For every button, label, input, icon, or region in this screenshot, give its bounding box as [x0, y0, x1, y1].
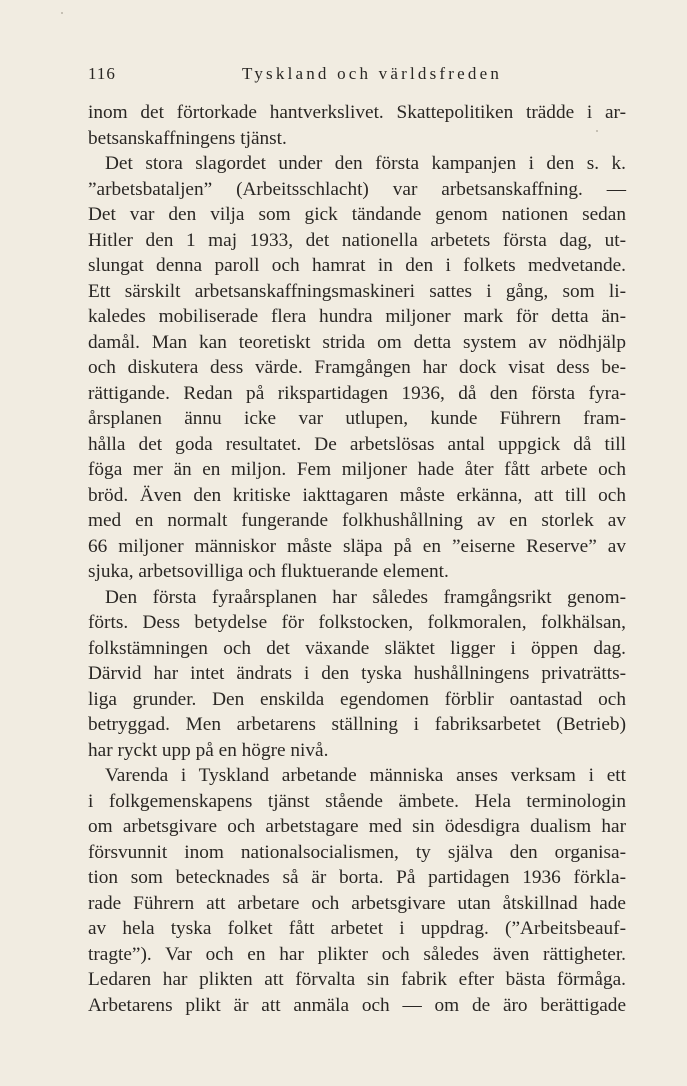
- text-line: har ryckt upp på en högre nivå.: [88, 739, 329, 761]
- text-line: tion som betecknades så är borta. På partidagen 1936 förkla-: [88, 867, 626, 888]
- text-line: med en normalt fungerande folkhushållning av en storlek av: [88, 510, 626, 531]
- text-line: Det stora slagordet under den första kampanjen i den s. k.: [105, 153, 626, 174]
- text-line: Den första fyraårsplanen har således framgångsrikt genom-: [105, 586, 626, 608]
- text-line: Ett särskilt arbetsanskaffningsmaskineri sattes i gång, som li-: [88, 280, 626, 302]
- body-text: [88, 100, 626, 1018]
- text-line: Därvid har intet ändrats i den tyska hushållningens privaträtts-: [88, 663, 626, 684]
- text-line: liga grunder. Den enskilda egendomen förblir oantastad och: [88, 688, 626, 710]
- text-line: om arbetsgivare och arbetstagare med sin ödesdigra dualism har: [88, 816, 626, 837]
- text-line: och diskutera dess värde. Framgången har dock visat dess be-: [88, 357, 626, 378]
- text-line: betryggad. Men arbetarens ställning i fabriksarbetet (Betrieb): [88, 714, 626, 735]
- text-line: kaledes mobiliserade flera hundra miljoner mark för detta än-: [88, 306, 626, 327]
- text-line: hålla det goda resultatet. De arbetslösas antal uppgick då till: [88, 433, 626, 455]
- text-line: Arbetarens plikt är att anmäla och — om de äro berättigade: [88, 994, 626, 1016]
- text-line: rade Führern att arbetare och arbetsgivare utan åtskillnad hade: [88, 892, 626, 914]
- text-line: Varenda i Tyskland arbetande människa anses verksam i ett: [105, 765, 626, 786]
- text-line: tragte”). Var och en har plikter och således även rättigheter.: [88, 943, 626, 965]
- page-number: 116: [88, 64, 116, 83]
- text-line: rättigande. Redan på rikspartidagen 1936, då den första fyra-: [88, 382, 626, 404]
- book-page: [88, 64, 626, 1018]
- text-line: betsanskaffningens tjänst.: [88, 127, 287, 149]
- paper-speck: [61, 12, 63, 14]
- text-line: i folkgemenskapens tjänst stående ämbete. Hela terminologin: [88, 790, 626, 812]
- page-header: [88, 64, 626, 94]
- text-line: bröd. Även den kritiske iakttagaren måste erkänna, att till och: [88, 484, 626, 506]
- text-line: årsplanen ännu icke var utlupen, kunde Führern fram-: [88, 408, 626, 429]
- text-line: damål. Man kan teoretiskt strida om detta system av nödhjälp: [88, 331, 626, 353]
- text-line: Det var den vilja som gick tändande genom nationen sedan: [88, 204, 626, 225]
- text-line: sjuka, arbetsovilliga och fluktuerande element.: [88, 561, 449, 582]
- text-line: föga mer än en miljon. Fem miljoner hade åter fått arbete och: [88, 459, 626, 480]
- text-line: Hitler den 1 maj 1933, det nationella arbetets första dag, ut-: [88, 229, 626, 251]
- running-title: Tyskland och världsfreden: [241, 64, 503, 83]
- text-line: förts. Dess betydelse för folkstocken, folkmoralen, folkhälsan,: [88, 612, 626, 633]
- text-line: av hela tyska folket fått arbetet i uppdrag. (”Arbeitsbeauf-: [88, 918, 626, 939]
- text-line: ”arbetsbataljen” (Arbeitsschlacht) var arbetsanskaffning. —: [88, 178, 626, 200]
- text-line: 66 miljoner människor måste släpa på en ”eiserne Reserve” av: [88, 535, 626, 557]
- text-line: inom det förtorkade hantverkslivet. Skattepolitiken trädde i ar-: [88, 102, 626, 123]
- text-line: folkstämningen och det växande släktet ligger i öppen dag.: [88, 637, 626, 659]
- text-line: slungat denna paroll och hamrat in den i folkets medvetande.: [88, 255, 626, 276]
- text-line: Ledaren har plikten att förvalta sin fabrik efter bästa förmåga.: [88, 969, 626, 990]
- text-line: försvunnit inom nationalsocialismen, ty själva den organisa-: [88, 841, 626, 863]
